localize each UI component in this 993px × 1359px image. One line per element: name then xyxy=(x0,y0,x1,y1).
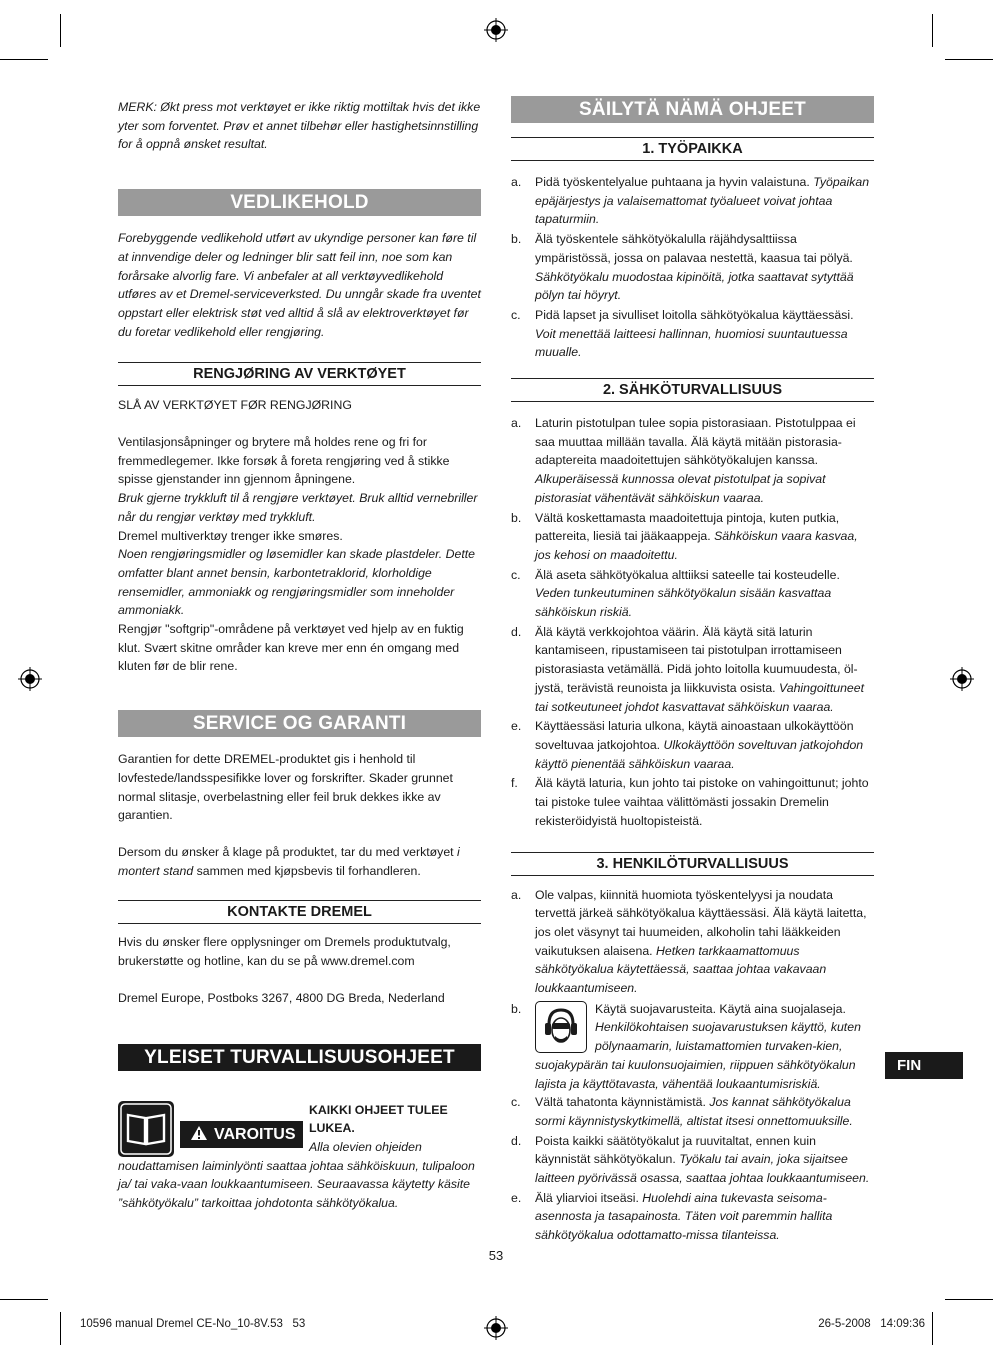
crop-mark xyxy=(932,1312,933,1345)
henkiloturvallisuus-list xyxy=(511,1093,874,1245)
rengjoring-paragraph: SLÅ AV VERKTØYET FØR RENGJØRING xyxy=(118,398,352,413)
section-title-service: SERVICE OG GARANTI xyxy=(118,710,481,737)
kaikki-ohjeet-heading: KAIKKI OHJEET TULEE LUKEA. xyxy=(309,1102,448,1136)
section-title-vedlikehold: VEDLIKEHOLD xyxy=(118,189,481,216)
vedlikehold-text: Forebyggende vedlikehold utført av ukyndige personer kan føre til at innvendige deler og ledninger blir satt feil inn, noe som kan forårsake alvorlig fare. Vi anbefaler at all verktøyvedlikehold utføres av et Dremel-serviceverksted. Du unngår skade fra uventet oppstart eller elektrisk støt ved alltid å slå av elektroverktøyet før du foretar vedlikehold eller rengjøring. xyxy=(118,231,481,339)
right-column xyxy=(511,96,874,1246)
list-item: a. Ole valpas, kiinnitä huomiota työskentelyysi ja noudata tervettä järkeä sähkötyökalua käyttäessäsi. Älä käytä laitetta, jos olet väsynyt tai huumeiden, alkoholin tahi lääkkeiden vaikutuksen alaisena. Hetken tarkkaamattomuus sähkötyökalua käytettäessä, saattaa johtaa vakavaan loukkaantumiseen. xyxy=(511,887,867,996)
subsection-title-kontakt: KONTAKTE DREMEL xyxy=(118,900,481,924)
subsection-title-henkiloturvallisuus: 3. HENKILÖTURVALLISUUS xyxy=(511,852,874,876)
protective-gear-icon xyxy=(535,1001,587,1053)
rengjoring-paragraph: Bruk gjerne trykkluft til å rengjøre verktøyet. Bruk alltid vernebriller når du rengjør verktøy med trykkluft. xyxy=(118,491,478,524)
section-title-sailyta: SÄILYTÄ NÄMÄ OHJEET xyxy=(511,96,874,123)
list-item: b. Vältä koskettamasta maadoitettuja pintoja, kuten putkia, pattereita, liesiä tai jääkaappeja. Sähköiskun vaara kasvaa, jos kehosi on maadoitettu. xyxy=(511,510,858,562)
sahkoturvallisuus-list xyxy=(511,414,874,830)
section-title-yleiset: YLEISET TURVALLISUUSOHJEET xyxy=(118,1044,481,1071)
footer-file-info: 10596 manual Dremel CE-No_10-8V.53 53 xyxy=(80,1318,306,1330)
warning-triangle-icon xyxy=(190,1125,208,1141)
registration-mark-icon xyxy=(484,18,508,42)
crop-mark xyxy=(0,1299,48,1300)
crop-mark xyxy=(0,59,48,60)
warning-text: noudattamisen laiminlyönti saattaa johtaa sähköiskuun, tulipaloon ja/ tai vaka-vaan loukkaantumiseen. Seuraavassa käytetty käsite ”sähkötyökalu” tarkoittaa johdotonta sähkötyökalua. xyxy=(118,1158,475,1211)
rengjoring-paragraph: Ventilasjonsåpninger og brytere må holdes rene og fri for fremmedlegemer. Ikke forsøk å foreta rengjøring ved å stikke spisse gjenstander inn gjennom åpningene. xyxy=(118,435,450,487)
crop-mark xyxy=(945,1299,993,1300)
service-paragraph: Dersom du ønsker å klage på produktet, tar du med verktøyet i montert stand sammen med kjøpsbevis til forhandleren. xyxy=(118,844,460,878)
list-item: b. Käytä suojavarusteita. Käytä aina suojalaseja. Henkilökohtaisen suojavarustuksen käyttö, kuten pölynaamarin, luistamattomien turvaken-kien, suojakypärän tai kuulonsuojaimien, riippuen sähkötyökalun lajista ja käyttötavasta, vähentää loukaantumisriskiä. xyxy=(511,1001,861,1091)
rengjoring-paragraph: Dremel multiverktøy trenger ikke smøres. xyxy=(118,528,343,543)
list-item: e. Älä yliarvioi itseäsi. Huolehdi aina tukevasta seisoma-asennosta ja tasapainosta. Täten voit paremmin hallita sähkötyökalua odottamatto-missa tilanteissa. xyxy=(511,1190,833,1243)
subsection-title-tyopaikka: 1. TYÖPAIKKA xyxy=(511,137,874,161)
warning-intro: Alla olevien ohjeiden xyxy=(309,1139,422,1154)
list-item: d. Poista kaikki säätötyökalut ja ruuvitaltat, ennen kuin käynnistät sähkötyökalun. Työkalu tai avain, joka sijaitsee laitteen pyörivässä osassa, saattaa johtaa loukkaantumiseen. xyxy=(511,1133,870,1186)
list-item: a. Laturin pistotulpan tulee sopia pistorasiaan. Pistotulppaa ei saa muuttaa millään tavalla. Älä käytä mitään pistorasia-adaptereita maadoitettujen sähkötyökalujen kanssa. Alkuperäisessä kunnossa olevat pistotulpat ja sopivat pistorasiat vähentävät sähköiskun vaaraa. xyxy=(511,416,856,505)
registration-mark-icon xyxy=(484,1316,508,1340)
rengjoring-paragraph: Rengjør "softgrip"-områdene på verktøyet ved hjelp av en fuktig klut. Svært skitne områder kan kreve mer enn én omgang med kluten før de blir rene. xyxy=(118,622,464,674)
subsection-title-rengjoring: RENGJØRING AV VERKTØYET xyxy=(118,362,481,386)
language-tab-fin: FIN xyxy=(885,1052,963,1079)
crop-mark xyxy=(60,14,61,47)
list-item: c. Vältä tahatonta käynnistämistä. Jos kannat sähkötyökalua sormi käynnistyskytkimellä, altistat itsesi onnettomuuksille. xyxy=(511,1095,853,1128)
list-item: b. Älä työskentele sähkötyökalulla räjähdysalttiissa ympäristössä, jossa on palavaa nestettä, kaasua tai pölyä. Sähkötyökalu muodostaa kipinöitä, jotka saattavat sytyttää pölyn tai höyryt. xyxy=(511,232,854,303)
list-item: e. Käyttäessäsi laturia ulkona, käytä ainoastaan ulkokäyttöön soveltuvaa jatkojohtoa. Ulkokäyttöön soveltuvan jatkojohdon käyttö pienentää sähköiskun vaaraa. xyxy=(511,719,864,771)
list-item: f. Älä käytä laturia, kun johto tai pistoke on vahingoittunut; johto tai pistoke tulee vaihtaa välittömästi jossakin Dremelin rekisteröidyistä huoltopisteistä. xyxy=(511,776,869,828)
registration-mark-icon xyxy=(18,667,42,691)
rengjoring-paragraph: Noen rengjøringsmidler og løsemidler kan skade plastdeler. Dette omfatter blant annet bensin, karbontetraklorid, klorholdige rensemidler, ammoniakk og rengjøringsmidler som inneholder ammoniakk. xyxy=(118,547,475,618)
footer-timestamp: 26-5-2008 14:09:36 xyxy=(818,1318,925,1330)
registration-mark-icon xyxy=(950,667,974,691)
manual-book-icon xyxy=(118,1101,174,1157)
subsection-title-sahkoturvallisuus: 2. SÄHKÖTURVALLISUUS xyxy=(511,378,874,402)
kontakt-paragraph: Dremel Europe, Postboks 3267, 4800 DG Breda, Nederland xyxy=(118,990,445,1005)
crop-mark xyxy=(932,14,933,47)
list-item: d. Älä käytä verkkojohtoa väärin. Älä käytä sitä laturin kantamiseen, ripustamiseen tai pistotulpan irrottamiseen pistorasiasta vetämällä. Pidä johto loitolla kuumuudesta, öl-jystä, terävistä reunoista ja liikkuvista osista. Vahingoittuneet tai sotkeutuneet johdot kasvattavat sähköiskun vaaraa. xyxy=(511,624,865,714)
service-paragraph: Garantien for dette DREMEL-produktet gis i henhold til lovfestede/landsspesifikke lover og forskrifter. Skader grunnet normal slitasje, overbelastning eller feil bruk dekkes ikke av garantien. xyxy=(118,752,453,823)
tyopaikka-list xyxy=(511,173,874,362)
merk-note: MERK: Økt press mot verktøyet er ikke riktig mottiltak hvis det ikke yter som forventet. Prøv et annet tilbehør eller hastighetsinnstilling for å oppnå ønsket resultat. xyxy=(118,100,481,152)
list-item: c. Älä aseta sähkötyökalua alttiiksi sateelle tai kosteudelle. Veden tunkeutuminen sähkötyökalun sisään kasvattaa sähköiskun riskiä. xyxy=(511,567,840,620)
crop-mark xyxy=(945,59,993,60)
varoitus-badge: VAROITUS xyxy=(180,1121,303,1148)
crop-mark xyxy=(60,1312,61,1345)
page-number: 53 xyxy=(488,1248,504,1263)
kontakt-paragraph: Hvis du ønsker flere opplysninger om Dremels produktutvalg, brukerstøtte og hotline, kan du se på www.dremel.com xyxy=(118,935,451,969)
list-item: a. Pidä työskentelyalue puhtaana ja hyvin valaistuna. Työpaikan epäjärjestys ja valaisemattomat työalueet voivat johtaa tapaturmiin. xyxy=(511,175,870,227)
warning-block xyxy=(118,1101,481,1213)
list-item: c. Pidä lapset ja sivulliset loitolla sähkötyökalua käyttäessäsi. Voit menettää laitteesi hallinnan, huomiosi suuntautuessa muualle. xyxy=(511,307,854,360)
left-column xyxy=(118,98,481,1213)
